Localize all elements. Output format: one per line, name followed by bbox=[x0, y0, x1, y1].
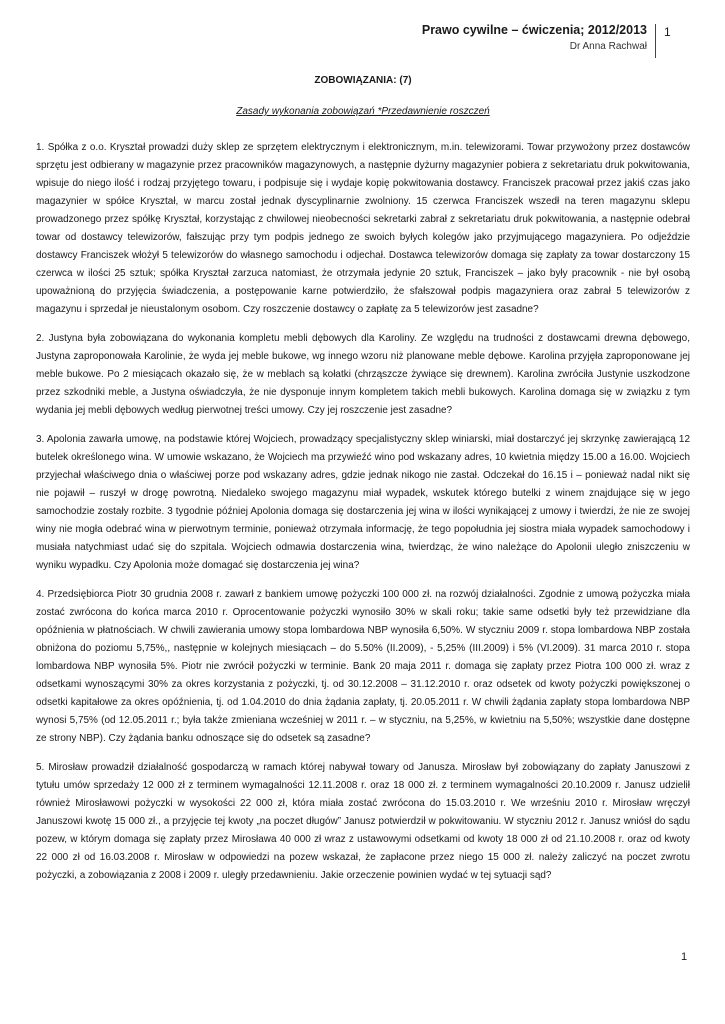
footer-page-number: 1 bbox=[681, 951, 688, 963]
exercise-3: 3. Apolonia zawarła umowę, na podstawie której Wojciech, prowadzący specjalistyczny sklep winiarski, miał dostarczyć jej skrzynkę zawierającą 12 butelek określonego wina. W umowie wskazano, że Wojciech ma przywieźć wino pod wskazany adres, 10 kwietnia między 15.00 a 16.00. Wojciech przyjechał właściwego dnia o właściwej porze pod wskazany adres, gdzie jednak nikogo nie zastał. Odczekał do 16.15 i – ponieważ nadal nikt się nie pojawił – ruszył w drogę powrotną. Niedaleko swojego magazynu miał wypadek, wskutek którego butelki z winem znajdujące się w jego samochodzie zostały rozbite. 3 tygodnie później Apolonia domaga się dostarczenia jej wina w ilości wynikającej z umowy i twierdzi, że nie ze swojej winy nie mogła odebrać wina w pierwotnym terminie, ponieważ otrzymała informację, że tego popołudnia jej siostra miała wypadek samochodowy i musiała natychmiast udać się do szpitala. Wojciech odmawia dostarczenia wina, twierdząc, że wino należące do Apolonii uległo zniszczeniu w wyniku wypadku. Czy Apolonia może domagać się dostarczenia jej wina? bbox=[36, 434, 690, 571]
page-header bbox=[422, 22, 647, 54]
document-body bbox=[36, 74, 690, 885]
document-subtitle: Zasady wykonania zobowiązań *Przedawnienie roszczeń bbox=[236, 106, 490, 117]
exercise-1: 1. Spółka z o.o. Kryształ prowadzi duży sklep ze sprzętem elektrycznym i elektronicznym, m.in. telewizorami. Towar przywożony przez dostawców sprzętu jest odbierany w magazynie przez pracowników magazynowych, a następnie dyżurny magazynier pobiera z sekretariatu druk pokwitowania, wpisuje do niego ilość i rodzaj przyjętego towaru, i podpisuje się i wydaje kopię pokwitowania dostawcy. Franciszek pracował przez jakiś czas jako magazynier w spółce Kryształ, w marcu został jednak dyscyplinarnie zwolniony. 15 czerwca Franciszek wszedł na teren magazynu sklepu prowadzonego przez spółkę Kryształ, korzystając z chwilowej nieobecności sekretarki zabrał z sekretariatu druk pokwitowania, a następnie odebrał towar od dostawcy telewizorów, fałszując przy tym podpis jednego ze swoich byłych kolegów jako przyjmującego magazyniera. Po odjeździe dostawcy Franciszek włożył 5 telewizorów do własnego samochodu i odjechał. Dostawca telewizorów domaga się zapłaty za towar dostarczony 15 czerwca w ilości 25 sztuk; spółka Kryształ zarzuca natomiast, że otrzymała jedynie 20 sztuk, Franciszek – jako były pracownik - nie był osobą upoważnioną do przyjęcia świadczenia, a postępowanie karne potwierdziło, że sfałszował podpis magazyniera oraz zabrał 5 telewizorów z magazynu i sprzedał je nieustalonym osobom. Czy roszczenie dostawcy o zapłatę za 5 telewizorów jest zasadne? bbox=[36, 142, 690, 315]
author-name: Dr Anna Rachwał bbox=[569, 41, 647, 52]
exercise-2: 2. Justyna była zobowiązana do wykonania kompletu mebli dębowych dla Karoliny. Ze względu na trudności z dostawcami drewna dębowego, Justyna zaproponowała Karolinie, że wyda jej meble bukowe, wg innego wzoru niż planowane meble dębowe. Karolina przyjęła zaproponowane jej meble bukowe. Po 2 miesiącach okazało się, że w meblach są kołatki (chrząszcze żywiące się drewnem). Karolina zwróciła Justynie uszkodzone przez szkodniki meble, a Justyna oświadczyła, że nie dysponuje innym kompletem takich mebli bukowych. Karolina domaga się w związku z tym wydania jej mebli dębowych według pierwotnej treści umowy. Czy jej roszczenie jest zasadne? bbox=[36, 333, 690, 416]
exercise-5: 5. Mirosław prowadził działalność gospodarczą w ramach której nabywał towary od Janusza. Mirosław był zobowiązany do zapłaty Januszowi z tytułu umów sprzedaży 12 000 zł z terminem wymagalności 12.11.2008 r. oraz 18 000 zł. z terminem wymagalności 20.10.2009 r. Janusz udzielił również Mirosławowi pożyczki w wysokości 22 000 zł, która miała zostać zwrócona do 15.03.2010 r. We wrześniu 2010 r. Mirosław wręczył Januszowi kwotę 15 000 zł., a przyjęcie tej kwoty „na poczet długów” Janusz potwierdził w pokwitowaniu. W styczniu 2012 r. Janusz wniósł do sądu pozew, w którym domaga się zapłaty przez Mirosława 40 000 zł wraz z ustawowymi odsetkami od kwoty 18 000 zł od 21.10.2008 r. oraz od kwoty 22 000 zł od 16.03.2008 r. Mirosław w odpowiedzi na pozew wskazał, że zapłacone przez niego 15 000 zł. należy zaliczyć na poczet zwrotu pożyczki, a zobowiązania z 2008 i 2009 r. uległy przedawnieniu. Jakie orzeczenie powinien wydać w tej sytuacji sąd? bbox=[36, 762, 690, 881]
document-title: ZOBOWIĄZANIA: (7) bbox=[314, 75, 412, 86]
exercise-4: 4. Przedsiębiorca Piotr 30 grudnia 2008 r. zawarł z bankiem umowę pożyczki 100 000 zł. na rozwój działalności. Zgodnie z umową pożyczka miała zostać zwrócona do końca marca 2010 r. Oprocentowanie pożyczki wynosiło 30% w skali roku; takie same odsetki były też przewidziane dla opóźnienia w płatnościach. W chwili zawierania umowy stopa lombardowa NBP wynosiła 6,50%. W styczniu 2009 r. stopa lombardowa NBP została obniżona do poziomu 5,75%,, następnie w kolejnych miesiącach – do 5.50% (II.2009), - 5,25% (III.2009) i 5% (VI.2009). 31 marca 2010 r. stopa lombardowa NBP wynosiła 5%. Piotr nie zwrócił pożyczki w terminie. Bank 20 maja 2011 r. domaga się zapłaty przez Piotra 100 000 zł. wraz z odsetkami wynoszącymi 30% za okres korzystania z pożyczki, tj. od 30.12.2008 – 31.12.2010 r. oraz odsetek od kwoty pożyczki powiększonej o odsetki kapitałowe za okres opóźnienia, tj. od 1.04.2010 do dnia żądania zapłaty, tj. 20.05.2011 r. W chwili żądania zapłaty stopa lombardowa NBP wynosi 5,75% (od 12.05.2011 r.; była także zmieniana wcześniej w 2011 r. – w styczniu, na 5,25%, w kwietniu na 5,50%; wszystkie dane dostępne ze strony NBP). Czy żądania banku odnoszące się do odsetek są zasadne? bbox=[36, 589, 690, 744]
header-divider bbox=[655, 24, 656, 58]
header-page-number: 1 bbox=[664, 25, 671, 39]
course-title: Prawo cywilne – ćwiczenia; 2012/2013 bbox=[421, 23, 647, 37]
